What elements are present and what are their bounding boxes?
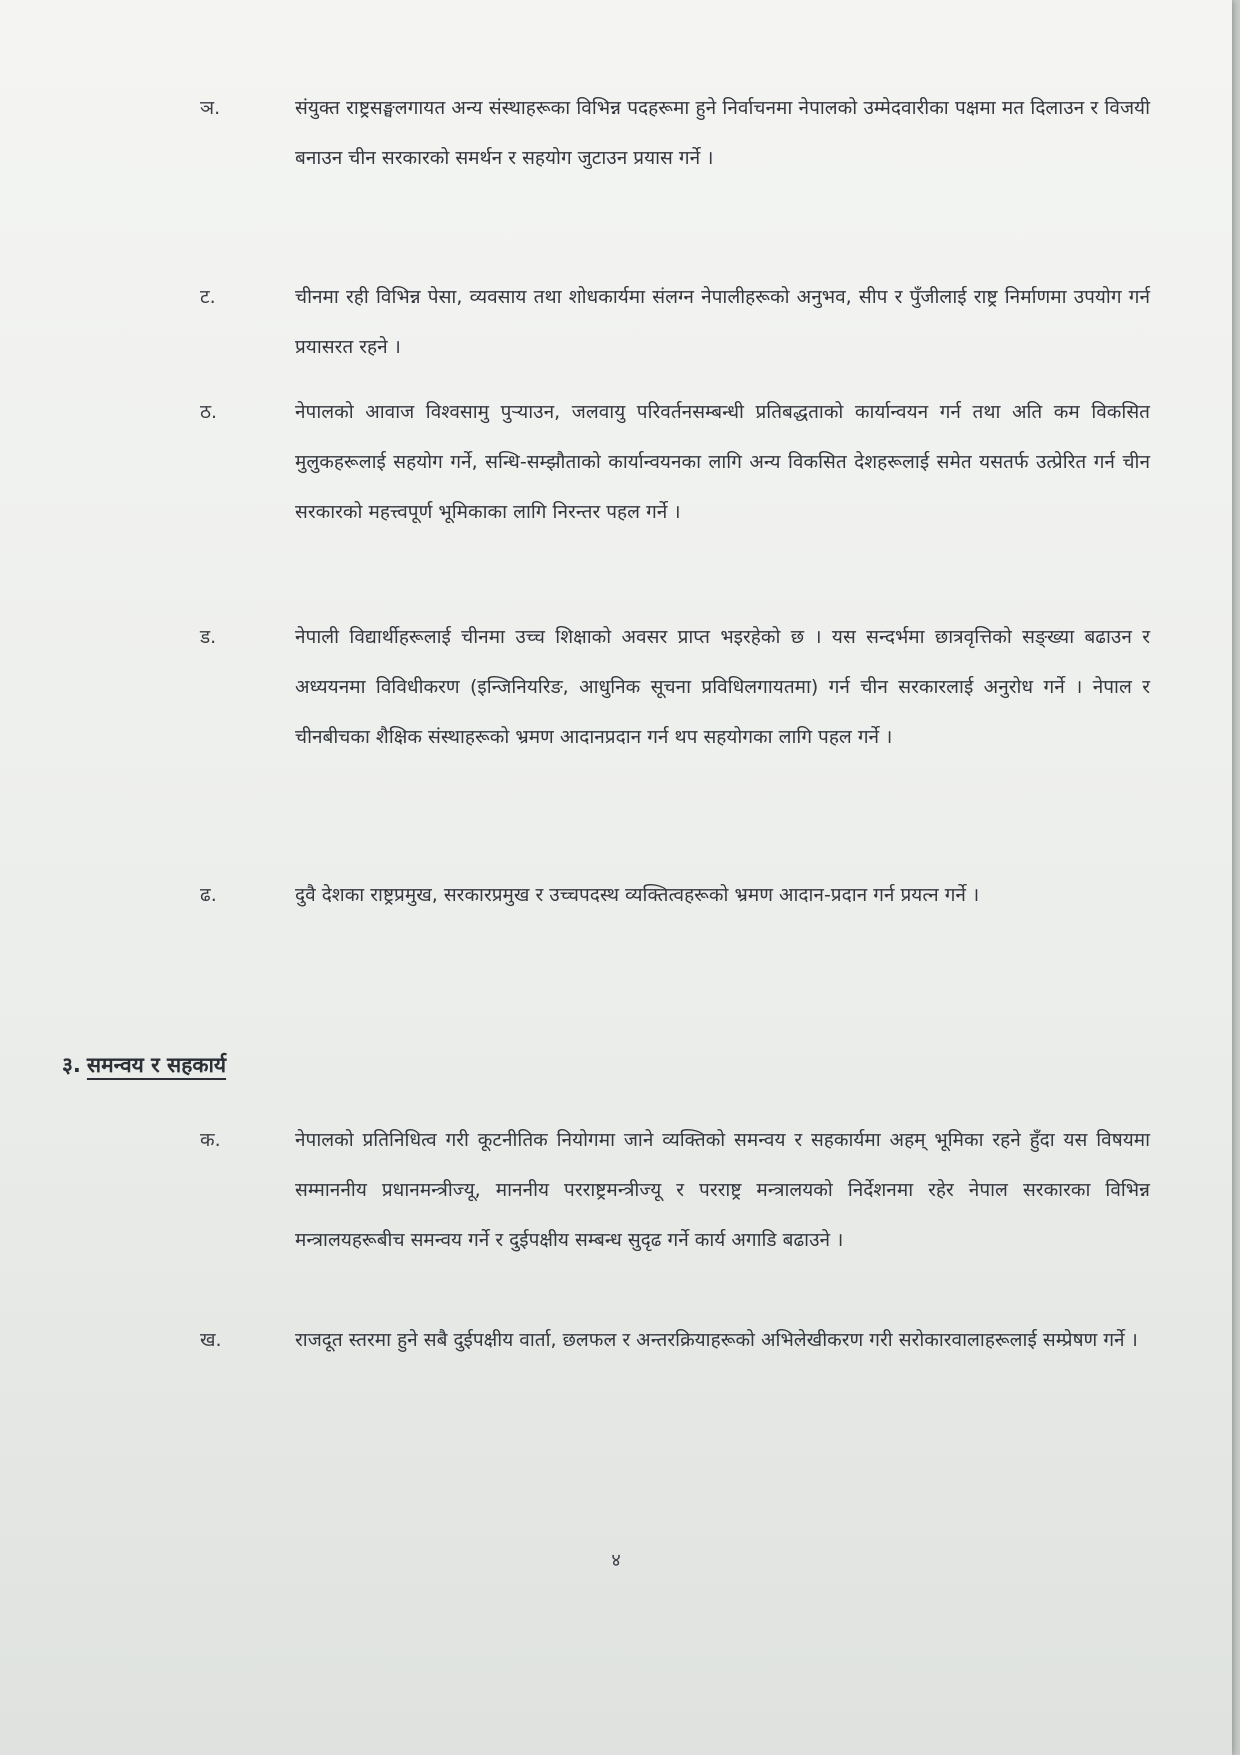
item-marker: ठ. — [200, 401, 218, 423]
item-text: नेपालको आवाज विश्वसामु पुऱ्याउन, जलवायु परिवर्तनसम्बन्धी प्रतिबद्धताको कार्यान्वयन गर्न तथा अति कम विकसित मुलुकहरूलाई सहयोग गर्ने, सन्धि-सम्झौताको कार्यान्वयनका लागि अन्य विकसित देशहरूलाई समेत यसतर्फ उत्प्रेरित गर्न चीन सरकारको महत्त्वपूर्ण भूमिकाका लागि निरन्तर पहल गर्ने । — [295, 401, 1150, 523]
item-marker: ड. — [200, 626, 217, 648]
item-text: चीनमा रही विभिन्न पेसा, व्यवसाय तथा शोधकार्यमा संलग्न नेपालीहरूको अनुभव, सीप र पुँजीलाई राष्ट्र निर्माणमा उपयोग गर्न प्रयासरत रहने । — [295, 286, 1150, 358]
item-marker: ट. — [200, 286, 216, 308]
item-text: नेपाली विद्यार्थीहरूलाई चीनमा उच्च शिक्षाको अवसर प्राप्त भइरहेको छ । यस सन्दर्भमा छात्रवृत्तिको सङ्ख्या बढाउन र अध्ययनमा विविधीकरण (इन्जिनियरिङ, आधुनिक सूचना प्रविधिलगायतमा) गर्न चीन सरकारलाई अनुरोध गर्ने । नेपाल र चीनबीचका शैक्षिक संस्थाहरूको भ्रमण आदानप्रदान गर्न थप सहयोगका लागि पहल गर्ने । — [295, 626, 1150, 748]
section-title: समन्वय र सहकार्य — [86, 1053, 227, 1077]
page-number: ४ — [611, 1550, 621, 1571]
item-marker: ञ. — [200, 97, 221, 119]
item-marker: क. — [200, 1129, 221, 1151]
item-text: नेपालको प्रतिनिधित्व गरी कूटनीतिक नियोगमा जाने व्यक्तिको समन्वय र सहकार्यमा अहम् भूमिका रहने हुँदा यस विषयमा सम्माननीय प्रधानमन्त्रीज्यू, माननीय परराष्ट्रमन्त्रीज्यू र परराष्ट्र मन्त्रालयको निर्देशनमा रहेर नेपाल सरकारका विभिन्न मन्त्रालयहरूबीच समन्वय गर्ने र दुईपक्षीय सम्बन्ध सुदृढ गर्ने कार्य अगाडि बढाउने । — [295, 1129, 1150, 1251]
item-text: राजदूत स्तरमा हुने सबै दुईपक्षीय वार्ता, छलफल र अन्तरक्रियाहरूको अभिलेखीकरण गरी सरोकारवालाहरूलाई सम्प्रेषण गर्ने । — [295, 1329, 1138, 1351]
section-heading — [62, 1040, 226, 1090]
section-number: ३. — [62, 1053, 81, 1077]
item-text: दुवै देशका राष्ट्रप्रमुख, सरकारप्रमुख र उच्चपदस्थ व्यक्तित्वहरूको भ्रमण आदान-प्रदान गर्न प्रयत्न गर्ने । — [295, 884, 980, 906]
item-text: संयुक्त राष्ट्रसङ्घलगायत अन्य संस्थाहरूका विभिन्न पदहरूमा हुने निर्वाचनमा नेपालको उम्मेदवारीका पक्षमा मत दिलाउन र विजयी बनाउन चीन सरकारको समर्थन र सहयोग जुटाउन प्रयास गर्ने । — [295, 97, 1150, 169]
item-marker: ढ. — [200, 884, 217, 906]
item-marker: ख. — [200, 1329, 222, 1351]
